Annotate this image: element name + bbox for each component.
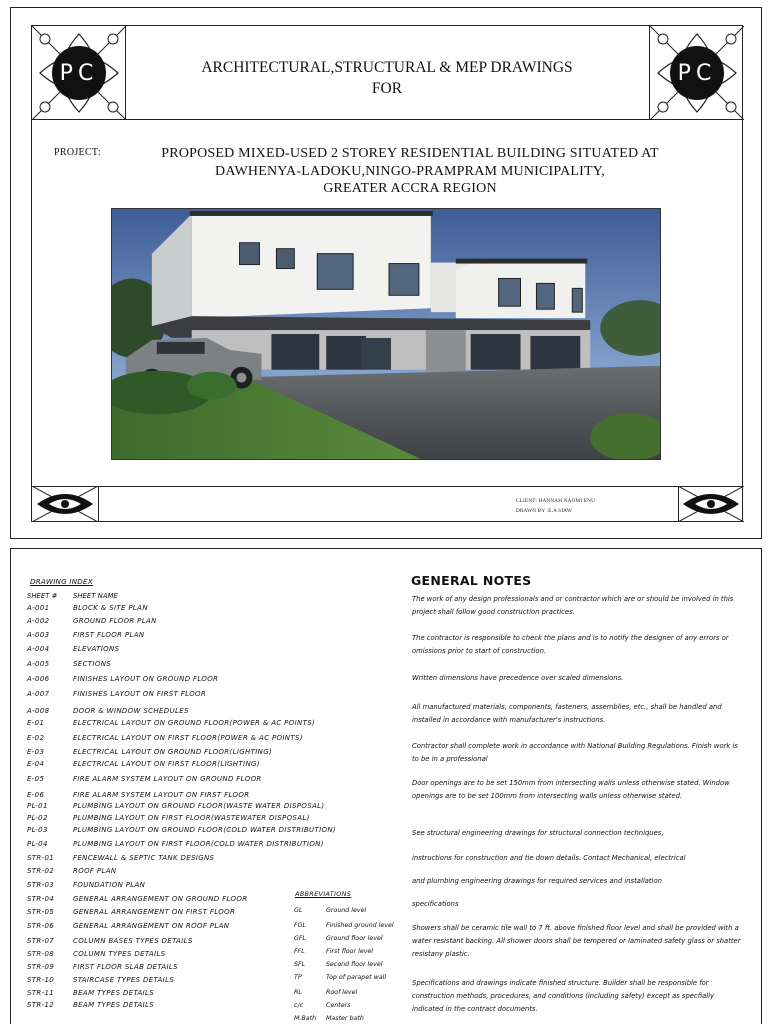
title-block-credits — [516, 496, 595, 516]
note-paragraph: The work of any design professionals and or contractor which are or should be involved in this project shall follow good construction practices. — [412, 595, 734, 616]
note-paragraph: Door openings are to be set 150mm from intersecting walls unless otherwise stated. Window openings are to be set 100mm from intersecting walls unless otherwise stated. — [412, 779, 730, 800]
note-paragraph: Contractor shall complete work in accordance with National Building Regulations. Finish work is to be in a professional — [412, 742, 738, 763]
abbreviations-heading: ABBREVIATIONS — [295, 890, 352, 898]
note-paragraph: Specifications and drawings indicate finished structure. Builder shall be responsible for construction methods, procedures, and conditions (including safety) except as specfially indicated in the contract documents. — [412, 979, 715, 1013]
project-line-1: PROPOSED MIXED-USED 2 STOREY RESIDENTIAL BUILDING SITUATED AT — [161, 146, 659, 161]
project-line-3: GREATER ACCRA REGION — [323, 181, 497, 196]
title-line-1: ARCHITECTURAL,STRUCTURAL & MEP DRAWINGS — [201, 59, 573, 76]
pc-logo-left — [32, 26, 126, 120]
logo-text: PC — [677, 60, 717, 86]
general-notes-heading: GENERAL NOTES — [411, 573, 532, 588]
note-paragraph: The contractor is responsible to check the plans and is to notify the designer of any errors or omissions prior to start of construction. — [412, 634, 729, 655]
eye-ornament-left — [32, 486, 98, 522]
eye-ornament-icon — [678, 486, 744, 522]
note-paragraph: See structural engineering drawings for structural connection techniques, — [412, 829, 664, 837]
project-label: PROJECT: — [54, 147, 101, 158]
left-footer-divider — [98, 486, 99, 522]
note-paragraph: specifications — [412, 900, 459, 908]
footer-divider — [32, 486, 742, 487]
drawn-by: DRAWN BY :E.A SIAW — [516, 508, 572, 514]
index-sheet: DRAWING INDEX SHEET # SHEET NAME A-001 BLOCK & SITE PLAN A-002 GROUND FLOOR PLAN A-003 FIRST FLOOR PLAN A-004 ELEVATIONS A-005 SECTIONS A-006 FINISHES LAYOUT ON GROUND FLOOR A-007 FINISHES LAYOUT ON FIRST FLOOR A-008 DOOR & WINDOW SCHEDULES E-01 ELECTRICAL LAYOUT ON GROUND FLOOR(POWER & AC POINTS) E-02 ELECTRICAL LAYOUT ON FIRST FLOOR(POWER & AC POINTS) E-03 ELECTRICAL LAYOUT ON GROUND FLOOR(LIGHTING) E-04 ELECTRICAL LAYOUT ON FIRST FLOOR(LIGHTING) E-05 FIRE ALARM SYSTEM LAYOUT ON GROUND FLOOR E-06 FIRE ALARM SYSTEM LAYOUT ON FIRST FLOOR PL-01 PLUMBING LAYOUT ON GROUND FLOOR(WASTE WATER DISPOSAL) PL-02 PLUMBING LAYOUT ON FIRST FLOOR(WASTEWATER DISPOSAL) PL-03 PLUMBING LAYOUT ON GROUND FLOOR(COLD WATER DISTRIBUTION) PL-04 PLUMBING LAYOUT ON FIRST FLOOR(COLD WATER DISTRIBUTION) STR-01 FENCEWALL & SEPTIC TANK DESIGNS STR-02 ROOF PLAN STR-03 FOUNDATION PLAN STR-04 GENERAL ARRANGEMENT ON GROUND FLOOR STR-05 GENERAL ARRANGEMENT ON FIRST FLOOR STR-06 GENERAL ARRANGEMENT ON ROOF PLAN STR-07 COLUMN BASES TYPES DETAILS STR-08 COLUMN TYPES DETAILS STR-09 FIRST FLOOR SLAB DETAILS STR-10 STAIRCASE TYPES DETAILS STR-11 BEAM TYPES DETAILS STR-12 BEAM TYPES DETAILS ABBREVIATIONS GL Ground level FGL Finished ground level GFL Ground floor level FFL First floor level SFL Second floor level TP Top of parapet wall RL Roof level c/c Centers M.Bath Master bath GENERAL NOTES The work of any design professionals and or contractor which are or should be involved in this project shall follow good construction practices. The contractor is responsible to check the plans and is to notify the designer of any errors or omissions prior to start of construction. Written dimensions have precedence over scaled dimensions. All manufactured materials, components, fasteners, assemblies, etc., shall be handled and installed in accordance with manufacturer's instructions. Contractor shall complete work in accordance with National Building Regulations. Finish work is to be in a professional Door openings are to be set 150mm from intersecting walls unless otherwise stated. Window openings are to be set 100mm from intersecting walls unless otherwise stated. See structural engineering drawings for structural connection techniques, instructions for construction and tie down details. Contact Mechanical, electrical and plumbing engineering drawings for required services and installation specifications Showers shall be ceramic tile wall to 7 ft. above finished floor level and shall be provided with a water resistant backing. All shower doors shall be tempered or laminated safety glass or shatter resistany plastic. Specifications and drawings indicate finished structure. Builder shall be responsible for construction methods, procedures, and conditions (including safety) except as specfially indicated in the contract documents. — [10, 548, 762, 1024]
note-paragraph: Written dimensions have precedence over scaled dimensions. — [412, 674, 624, 682]
drawing-index-heading: DRAWING INDEX — [30, 577, 93, 586]
col-sheet-number: SHEET # — [27, 592, 58, 600]
logo-text: PC — [59, 60, 99, 86]
note-paragraph: instructions for construction and tie down details. Contact Mechanical, electrical — [412, 854, 686, 862]
client-name: CLIENT: HANNAH NAOMI ENU — [516, 498, 596, 504]
col-sheet-name: SHEET NAME — [73, 592, 118, 600]
project-description — [123, 145, 697, 198]
note-paragraph: Showers shall be ceramic tile wall to 7 ft. above finished floor level and shall be provided with a water resistant backing. All shower doors shall be tempered or laminated safety glass or shatter resistany plastic. — [412, 924, 741, 958]
cover-sheet — [10, 7, 762, 539]
eye-ornament-right — [678, 486, 744, 522]
building-render-image — [111, 208, 661, 460]
note-paragraph: and plumbing engineering drawings for required services and installation — [412, 877, 662, 885]
pc-logo-right — [650, 26, 744, 120]
drawing-title — [151, 57, 623, 99]
eye-ornament-icon — [32, 486, 98, 522]
title-line-2: FOR — [371, 80, 403, 97]
project-line-2: DAWHENYA-LADOKU,NINGO-PRAMPRAM MUNICIPALITY, — [215, 163, 605, 179]
title-divider — [32, 119, 742, 120]
note-paragraph: All manufactured materials, components, fasteners, assemblies, etc., shall be handled and installed in accordance with manufacturer's instructions. — [412, 703, 722, 724]
